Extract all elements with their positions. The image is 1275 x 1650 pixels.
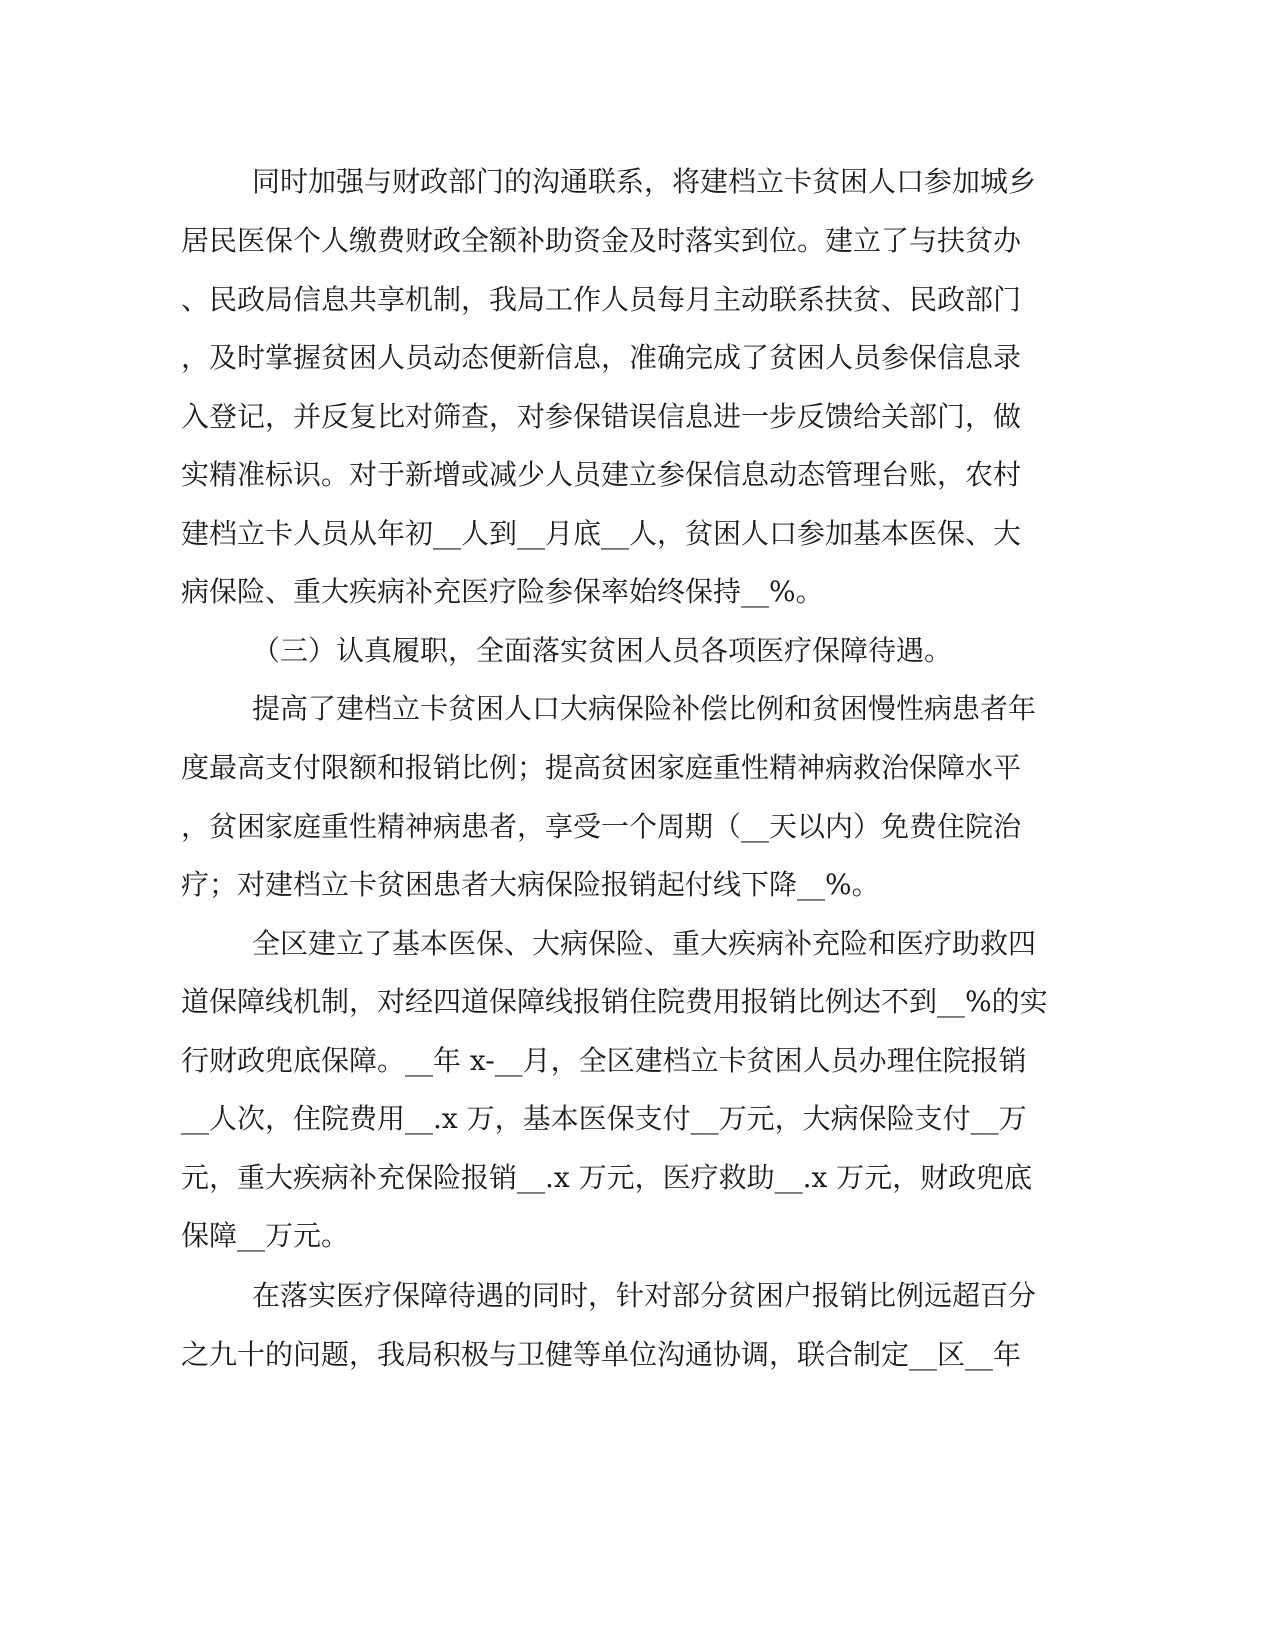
- text-line-4: ，及时掌握贫困人员动态便新信息，准确完成了贫困人员参保信息录: [181, 341, 1022, 374]
- text-line-17: __人次，住院费用__.x 万，基本医保支付__万元，大病保险支付__万: [181, 1102, 1027, 1135]
- text-line-19: 保障__万元。: [181, 1219, 350, 1252]
- text-line-16: 行财政兜底保障。__年 x-__月，全区建档立卡贫困人员办理住院报销: [181, 1044, 1027, 1077]
- text-line-1: 同时加强与财政部门的沟通联系，将建档立卡贫困人口参加城乡: [252, 165, 1037, 198]
- text-line-5: 入登记，并反复比对筛查，对参保错误信息进一步反馈给关部门，做: [181, 400, 1022, 433]
- text-line-21: 之九十的问题，我局积极与卫健等单位沟通协调，联合制定__区__年: [181, 1338, 1022, 1371]
- text-line-20: 在落实医疗保障待遇的同时，针对部分贫困户报销比例远超百分: [252, 1279, 1037, 1312]
- text-line-2: 居民医保个人缴费财政全额补助资金及时落实到位。建立了与扶贫办: [181, 224, 1022, 257]
- text-line-3: 、民政局信息共享机制，我局工作人员每月主动联系扶贫、民政部门: [181, 283, 1022, 316]
- text-line-8: 病保险、重大疾病补充医疗险参保率始终保持__%。: [181, 575, 824, 608]
- text-line-14: 全区建立了基本医保、大病保险、重大疾病补充险和医疗助救四: [252, 927, 1037, 960]
- text-line-7: 建档立卡人员从年初__人到__月底__人，贫困人口参加基本医保、大: [181, 517, 1022, 550]
- text-line-11: 度最高支付限额和报销比例；提高贫困家庭重性精神病救治保障水平: [181, 751, 1022, 784]
- section-heading: （三）认真履职，全面落实贫困人员各项医疗保障待遇。: [252, 634, 953, 667]
- text-line-10: 提高了建档立卡贫困人口大病保险补偿比例和贫困慢性病患者年: [252, 692, 1037, 725]
- text-line-18: 元，重大疾病补充保险报销__.x 万元，医疗救助__.x 万元，财政兜底: [181, 1161, 1033, 1194]
- text-line-12: ，贫困家庭重性精神病患者，享受一个周期（__天以内）免费住院治: [181, 810, 1022, 843]
- text-line-13: 疗；对建档立卡贫困患者大病保险报销起付线下降__%。: [181, 868, 880, 901]
- text-line-6: 实精准标识。对于新增或减少人员建立参保信息动态管理台账，农村: [181, 458, 1022, 491]
- text-line-15: 道保障线机制，对经四道保障线报销住院费用报销比例达不到__%的实: [181, 985, 1048, 1018]
